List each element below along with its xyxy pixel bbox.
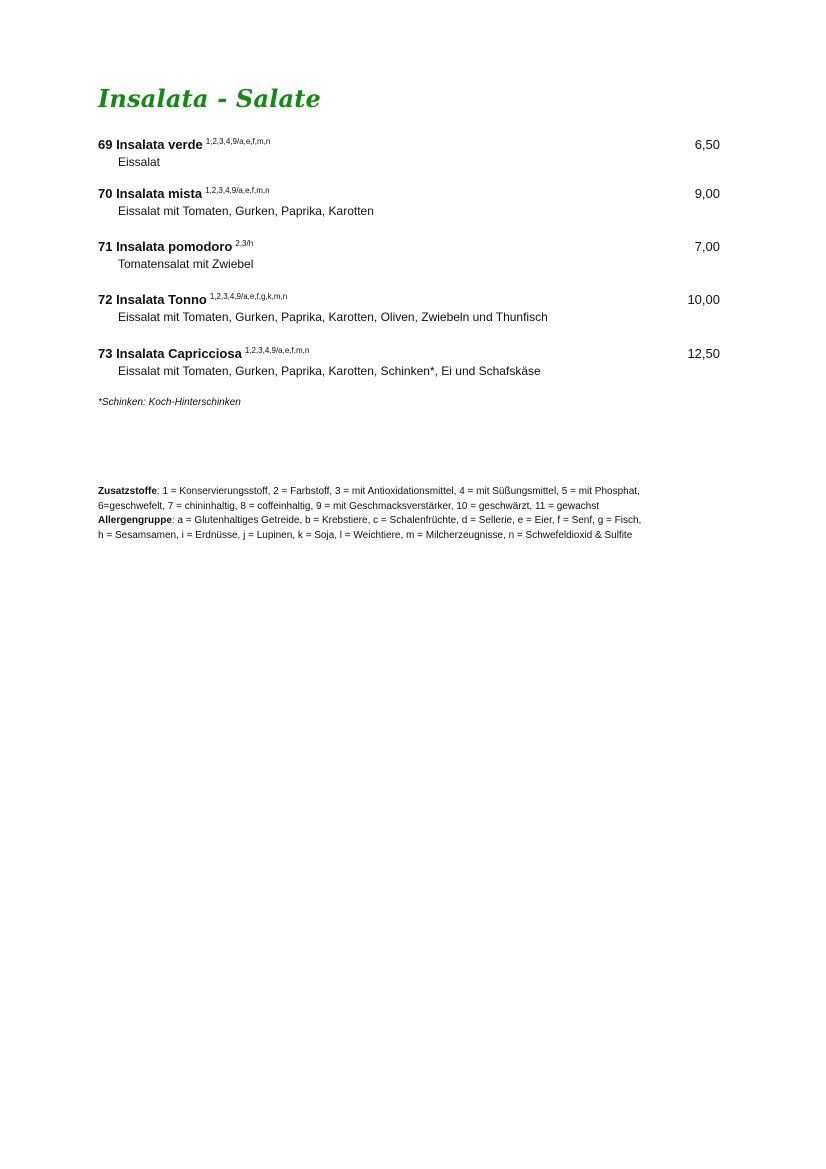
menu-item [98, 186, 722, 218]
menu-item-price: 6,50 [694, 137, 720, 152]
menu-item-allergens: 1,2,3,4,9/a,e,f,m,n [205, 137, 271, 146]
menu-item-description: Eissalat mit Tomaten, Gurken, Paprika, Karotten [118, 204, 374, 218]
menu-item-price: 7,00 [694, 239, 720, 254]
menu-item-title: 72 Insalata Tonno [98, 292, 207, 307]
menu-item-name [98, 292, 287, 307]
menu-item-name [98, 239, 253, 254]
additives-label: Zusatzstoffe [98, 486, 157, 497]
menu-item [98, 292, 722, 324]
menu-item-name [98, 137, 270, 152]
menu-item-price: 12,50 [687, 346, 720, 361]
menu-item-header [98, 346, 722, 364]
menu-item-allergens: 2,3/h [235, 239, 254, 248]
allergens-line-2: h = Sesamsamen, i = Erdnüsse, j = Lupinen, k = Soja, l = Weichtiere, m = Milcherzeugnisse, n = Schwefeldioxid & Sulfite [98, 529, 633, 541]
menu-item [98, 239, 722, 271]
menu-item-header [98, 137, 722, 155]
additives-text-1: : 1 = Konservierungsstoff, 2 = Farbstoff, 3 = mit Antioxidationsmittel, 4 = mit Süßungsmittel, 5 = mit Phosphat, [156, 486, 640, 497]
menu-item-header [98, 239, 722, 257]
menu-item-description: Eissalat [118, 155, 161, 169]
menu-item-description: Eissalat mit Tomaten, Gurken, Paprika, Karotten, Schinken*, Ei und Schafskäse [118, 364, 541, 378]
menu-item [98, 346, 722, 378]
menu-item [98, 137, 722, 169]
additives-line-1 [98, 485, 724, 500]
menu-item-header [98, 292, 722, 310]
menu-item-title: 73 Insalata Capricciosa [98, 346, 242, 361]
section-title: Insalata - Salate [98, 84, 322, 113]
allergens-label: Allergengruppe [98, 515, 172, 526]
menu-item-title: 70 Insalata mista [98, 186, 203, 201]
menu-item-allergens: 1,2,3,4,9/a,e,f,g,k,m,n [209, 292, 288, 301]
menu-item-price: 9,00 [694, 186, 720, 201]
allergens-line-1 [98, 514, 724, 529]
footnote: *Schinken: Koch-Hinterschinken [98, 397, 241, 408]
menu-item-allergens: 1,2,3,4,9/a,e,f,m,n [205, 186, 270, 195]
menu-item-description: Eissalat mit Tomaten, Gurken, Paprika, Karotten, Oliven, Zwiebeln und Thunfisch [118, 310, 548, 324]
allergens-text-1: : a = Glutenhaltiges Getreide, b = Krebstiere, c = Schalenfrüchte, d = Sellerie, e = Eier, f = Senf, g = Fisch, [171, 515, 642, 526]
menu-item-name [98, 186, 270, 201]
additives-line-2: 6=geschwefelt, 7 = chininhaltig, 8 = coffeinhaltig, 9 = mit Geschmacksverstärker, 10 = geschwärzt, 11 = gewachst [98, 500, 600, 512]
menu-item-description: Tomatensalat mit Zwiebel [118, 257, 254, 271]
menu-item-price: 10,00 [687, 292, 720, 307]
menu-item-name [98, 346, 309, 361]
allergen-legend [98, 485, 724, 543]
menu-item-allergens: 1,2,3,4,9/a,e,f,m,n [244, 346, 310, 355]
menu-item-title: 71 Insalata pomodoro [98, 239, 233, 254]
menu-item-header [98, 186, 722, 204]
menu-item-title: 69 Insalata verde [98, 137, 203, 152]
